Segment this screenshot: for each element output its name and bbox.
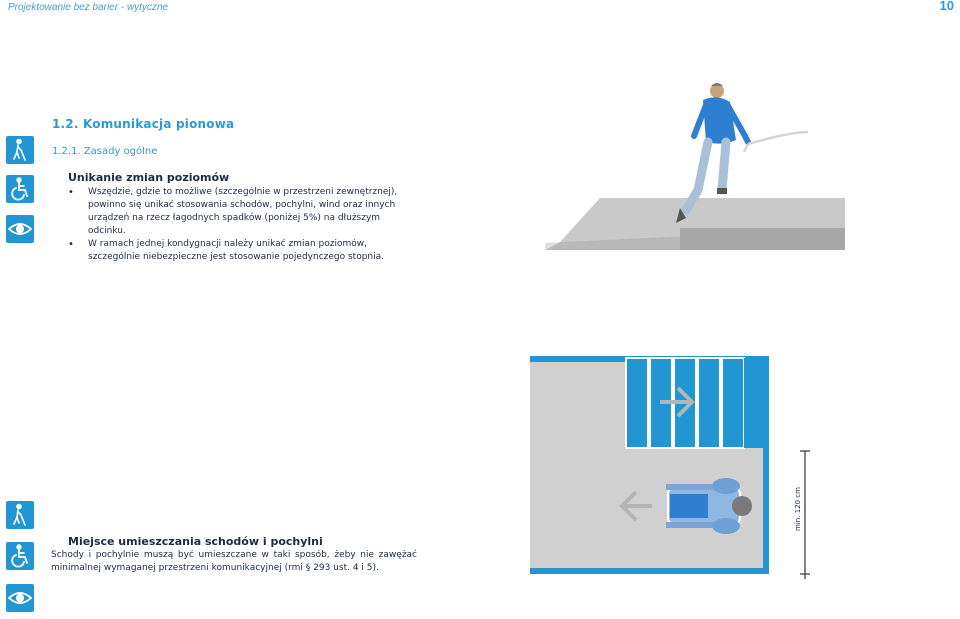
wall-right	[763, 356, 769, 574]
section-title: 1.2. Komunikacja pionowa	[52, 117, 235, 131]
eye-icon	[6, 215, 34, 243]
page-number: 10	[939, 0, 954, 13]
eye-icon	[6, 584, 34, 612]
single-step-illustration	[540, 80, 860, 255]
cane	[748, 132, 808, 144]
wheelchair-icon	[6, 175, 34, 203]
bullet-list	[68, 186, 420, 264]
wall-bottom	[530, 568, 767, 574]
block1-heading: Unikanie zmian poziomów	[68, 171, 230, 184]
wheelchair-icon	[6, 542, 34, 570]
stair-treads	[626, 358, 763, 448]
blind-person-icon	[6, 501, 34, 529]
block2-paragraph: Schody i pochylnie muszą być umieszczane w taki sposób, żeby nie zawężać minimalnej wymaganej przestrzeni komunikacyjnej (rmi § 293 ust. 4 i 5).	[51, 550, 417, 573]
list-item: • W ramach jednej kondygnacji należy unikać zmian poziomów, szczególnie niebezpieczne jest stosowanie pojedynczego stopnia.	[68, 238, 420, 264]
wheelchair-user-figure	[666, 478, 752, 534]
block2-heading: Miejsce umieszczania schodów i pochylni	[68, 535, 323, 548]
list-item: • Wszędzie, gdzie to możliwe (szczególnie w przestrzeni zewnętrznej), powinno się unikać stosowania schodów, pochylni, wind oraz innych urządzeń na rzecz łagodnych spadków (poniżej 5%) na dłuższym odcinku.	[68, 186, 420, 238]
subsection-title: 1.2.1. Zasady ogólne	[52, 146, 158, 157]
running-title: Projektowanie bez barier - wytyczne	[8, 2, 169, 13]
floor-lower	[680, 228, 845, 250]
dimension-label: min. 120 cm	[794, 487, 802, 531]
blind-person-icon	[6, 136, 34, 164]
stairs-plan-diagram	[528, 354, 828, 579]
